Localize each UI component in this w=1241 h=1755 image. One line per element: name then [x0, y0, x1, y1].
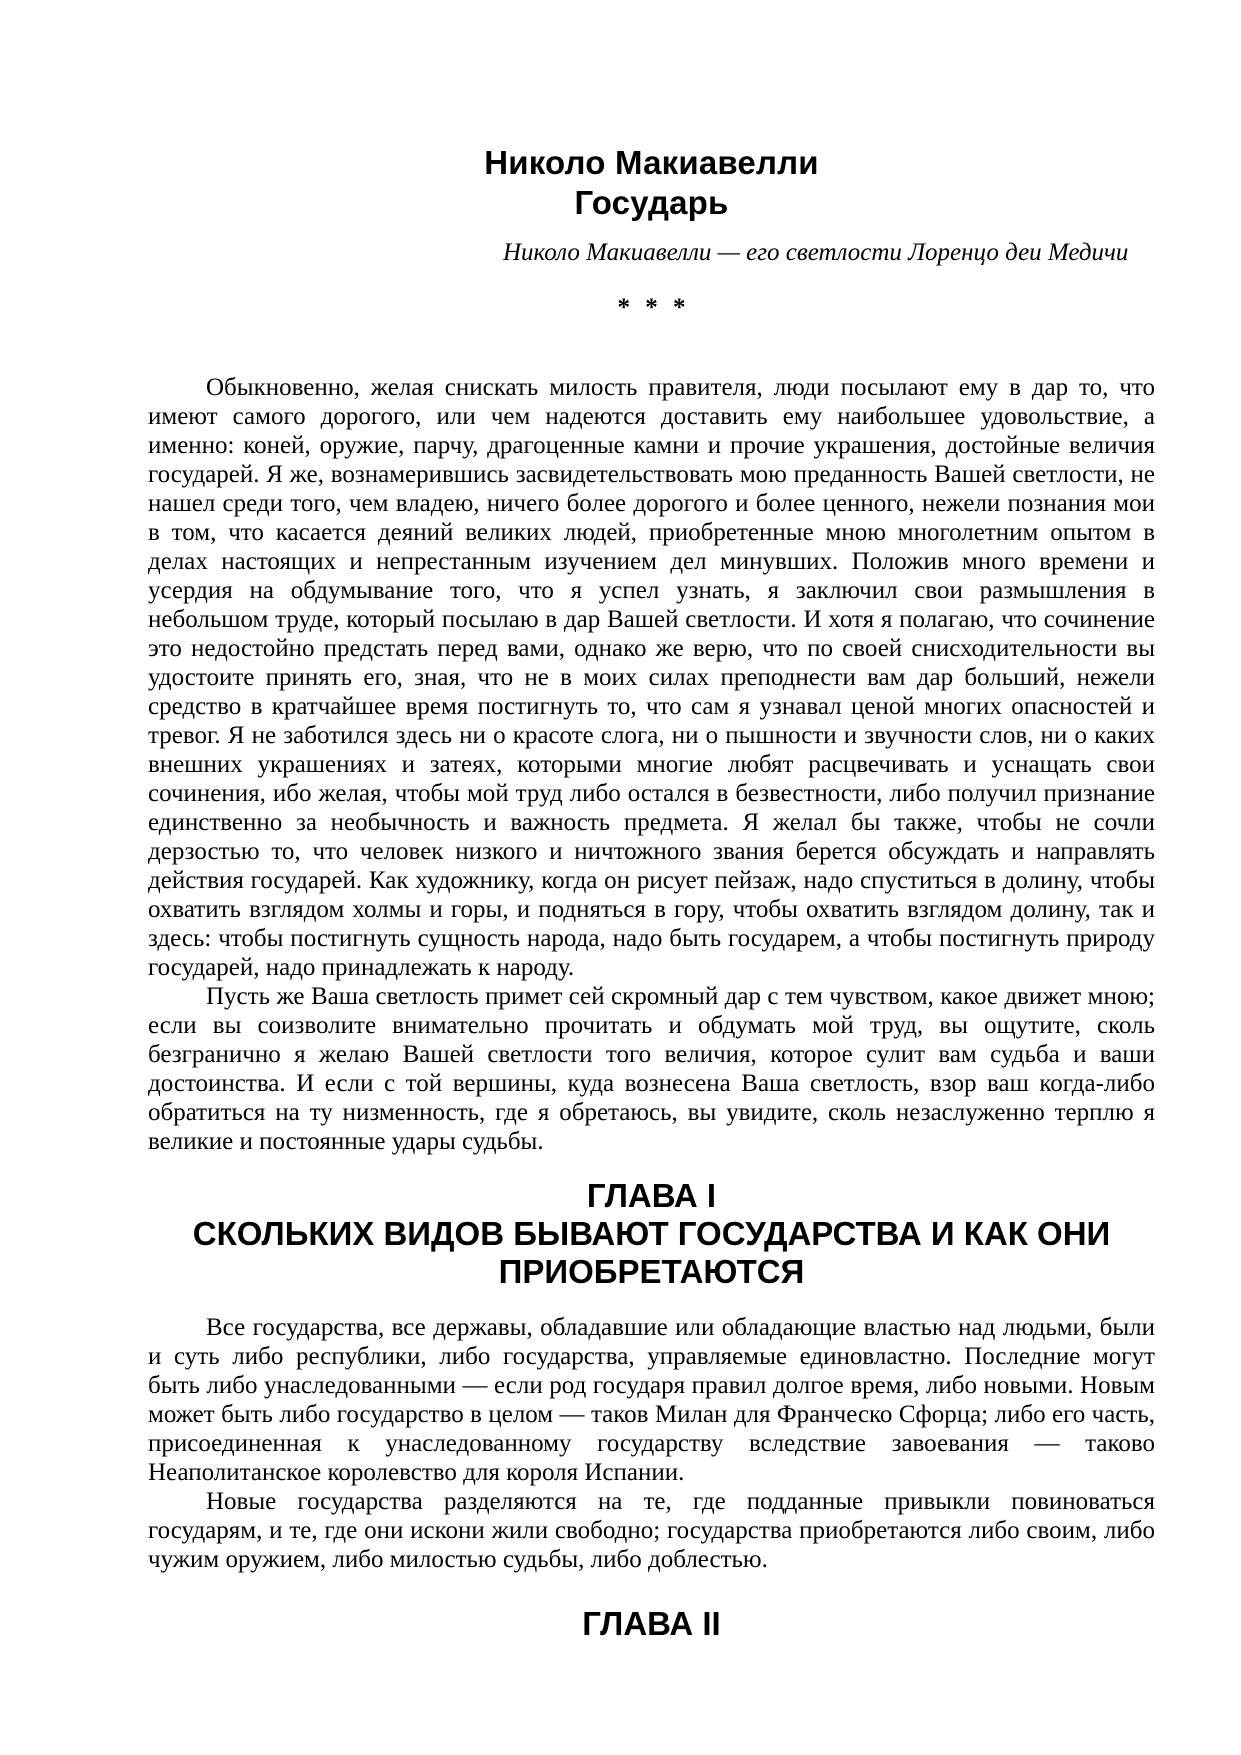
book-title [148, 143, 1155, 223]
chapter1-paragraph: Новые государства разделяются на те, где подданные привыкли повиноваться государям, и те, где они искони жили свободно; государства приобретаются либо своим, либо чужим оружием, либо милостью судьбы, либо доблестью. [148, 1488, 1155, 1573]
intro-paragraph: Обыкновенно, желая снискать милость правителя, люди посылают ему в дар то, что имеют самого дорогого, или чем надеются доставить ему наибольшее удовольствие, а именно: коней, оружие, парчу, драгоценные камни и прочие украшения, достойные величия государей. Я же, вознамерившись засвидетельствовать мою преданность Вашей светлости, не нашел среди того, чем владею, ничего более дорогого и более ценного, нежели познания мои в том, что касается деяний великих людей, приобретенные мною многолетним опытом в делах настоящих и непрестанным изучением дел минувших. Положив много времени и усердия на обдумывание того, что я успел узнать, я заключил свои размышления в небольшом труде, который посылаю в дар Вашей светлости. И хотя я полагаю, что сочинение это недостойно предстать перед вами, однако же верю, что по своей снисходительности вы удостоите принять его, зная, что не в моих силах преподнести вам дар больший, нежели средство в кратчайшее время постигнуть то, что сам я узнавал ценой многих опасностей и тревог. Я не заботился здесь ни о красоте слога, ни о пышности и звучности слов, ни о каких внешних украшениях и затеях, которыми многие любят расцвечивать и уснащать свои сочинения, ибо желая, чтобы мой труд либо остался в безвестности, либо получил признание единственно за необычность и важность предмета. Я желал бы также, чтобы не сочли дерзостью то, что человек низкого и ничтожного звания берется обсуждать и направлять действия государей. Как художнику, когда он рисует пейзаж, надо спуститься в долину, чтобы охватить взглядом холмы и горы, и подняться в гору, чтобы охватить взглядом долину, так и здесь: чтобы постигнуть сущность народа, надо быть государем, а чтобы постигнуть природу государей, надо принадлежать к народу. [148, 374, 1155, 981]
chapter1-label: ГЛАВА I [586, 1177, 717, 1214]
chapter1-heading [148, 1177, 1155, 1291]
chapter1-body [148, 1313, 1155, 1574]
intro-paragraph: Пусть же Ваша светлость примет сей скромный дар с тем чувством, какое движет мною; если вы соизволите внимательно прочитать и обдумать мой труд, вы ощутите, сколь безгранично я желаю Вашей светлости того величия, которое сулит вам судьба и ваши достоинства. И если с той вершины, куда вознесена Ваша светлость, взор ваш когда-либо обратиться на ту низменность, где я обретаюсь, вы увидите, сколь незаслуженно терплю я великие и постоянные удары судьбы. [148, 983, 1155, 1155]
book-author: Николо Макиавелли [484, 144, 819, 181]
section-separator: * * * [617, 294, 686, 321]
dedication-line: Николо Макиавелли — его светлости Лоренцо деи Медичи [503, 239, 1129, 266]
book-name: Государь [574, 184, 729, 221]
chapter1-title: СКОЛЬКИХ ВИДОВ БЫВАЮТ ГОСУДАРСТВА И КАК ОНИ ПРИОБРЕТАЮТСЯ [192, 1215, 1111, 1290]
chapter1-paragraph: Все государства, все державы, обладавшие или обладающие властью над людьми, были и суть либо республики, либо государства, управляемые единовластно. Последние могут быть либо унаследованными — если род государя правил долгое время, либо новыми. Новым может быть либо государство в целом — таков Милан для Франческо Сфорца; либо его часть, присоединенная к унаследованному государству вследствие завоевания — таково Неаполитанское королевство для короля Испании. [148, 1314, 1155, 1486]
chapter2-heading [148, 1605, 1155, 1643]
chapter2-label: ГЛАВА II [582, 1605, 721, 1642]
intro-section [148, 373, 1155, 1156]
